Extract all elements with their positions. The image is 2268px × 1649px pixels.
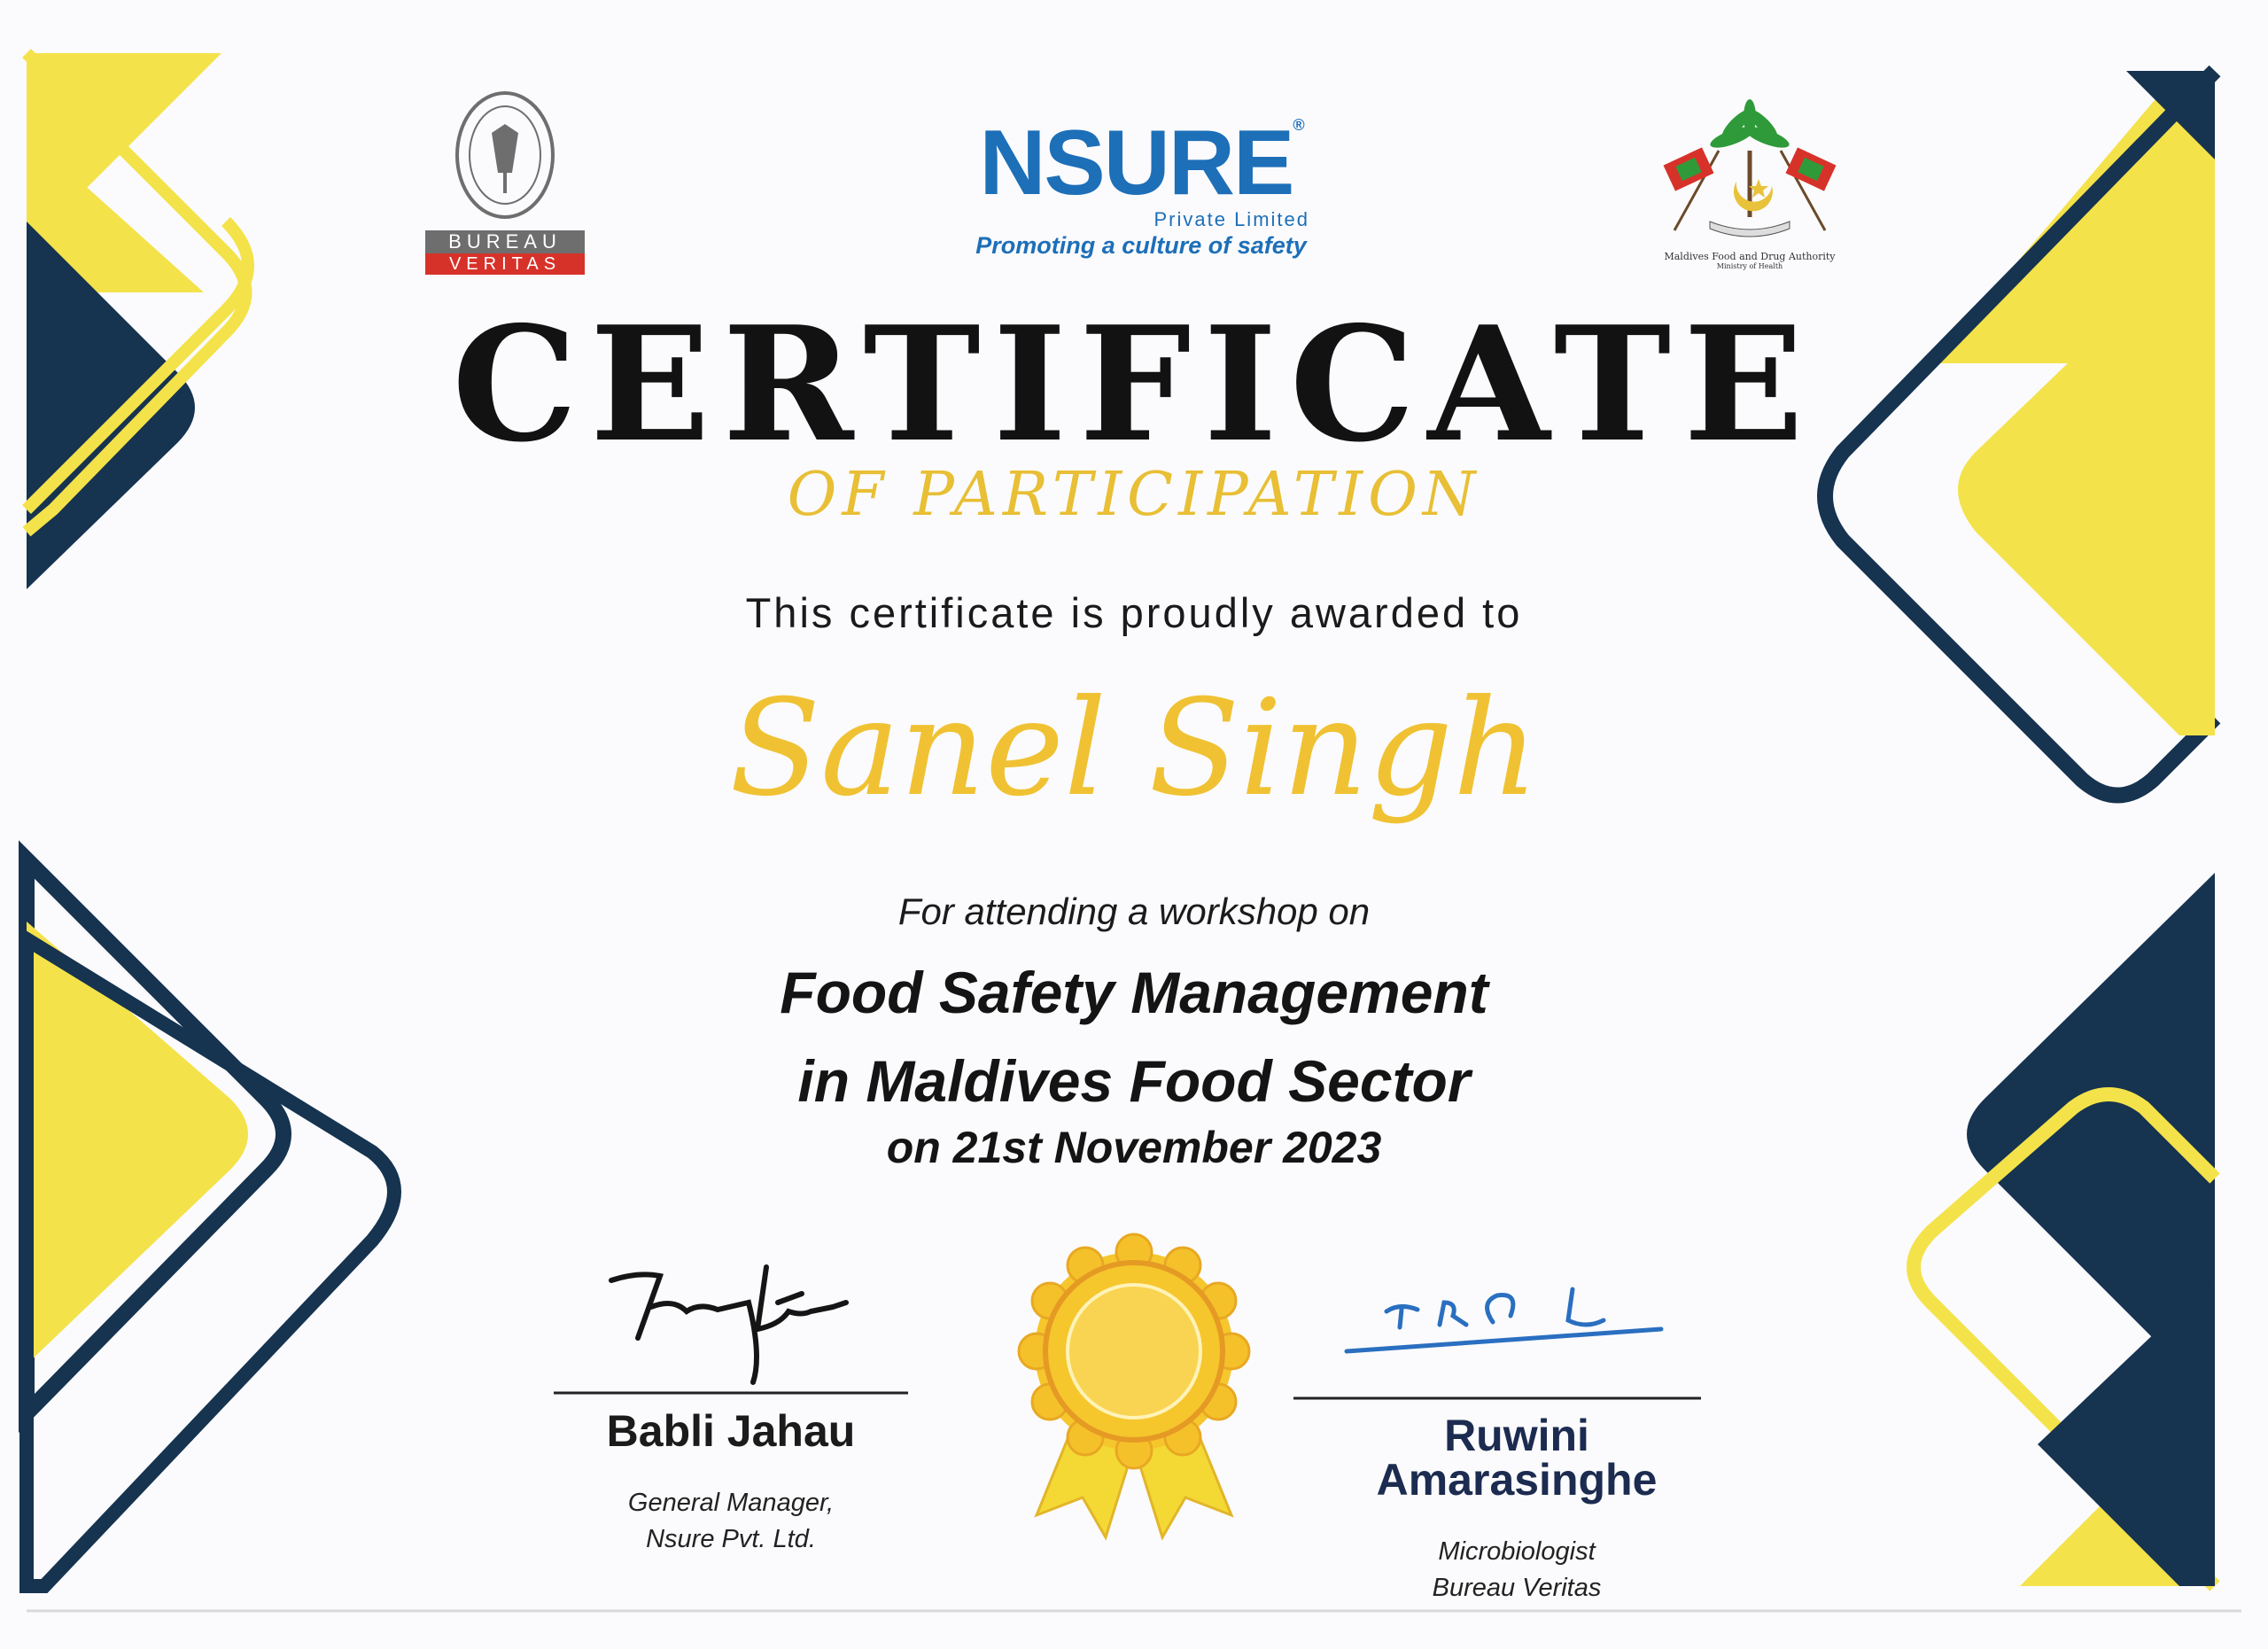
mfda-ministry: Ministry of Health xyxy=(1716,262,1783,270)
bureau-veritas-top-text: BUREAU xyxy=(425,230,585,253)
certificate-title: CERTIFICATE xyxy=(452,292,1816,477)
workshop-title-line1: Food Safety Management xyxy=(780,960,1488,1025)
signatory-left-company: Nsure Pvt. Ltd. xyxy=(646,1524,816,1553)
nsure-private-limited: Private Limited xyxy=(1153,208,1309,230)
signatory-left xyxy=(554,1406,908,1557)
workshop-date: on 21st November 2023 xyxy=(886,1123,1382,1172)
signatory-left-name: Babli Jahau xyxy=(606,1406,856,1456)
bureau-veritas-bottom-text: VERITAS xyxy=(425,253,585,275)
signatory-right-title: Microbiologist xyxy=(1438,1537,1596,1566)
nsure-brand: NSURE® xyxy=(979,112,1303,214)
signatory-right-role xyxy=(1340,1534,1694,1606)
awarded-text: This certificate is proudly awarded to xyxy=(745,589,1523,636)
recipient-name: Sanel Singh xyxy=(729,672,1539,826)
signatory-left-title: General Manager, xyxy=(627,1489,835,1517)
certificate-subtitle: OF PARTICIPATION xyxy=(787,460,1481,530)
right-signature xyxy=(1347,1289,1661,1351)
award-ribbon-icon xyxy=(1019,1234,1249,1537)
signatory-right-company: Bureau Veritas xyxy=(1432,1573,1602,1602)
signatory-left-role xyxy=(554,1485,908,1557)
left-signature xyxy=(611,1267,846,1382)
nsure-tagline: Promoting a culture of safety xyxy=(975,232,1307,260)
signatory-right xyxy=(1340,1413,1694,1606)
attending-text: For attending a workshop on xyxy=(897,891,1371,932)
mfda-org-name: Maldives Food and Drug Authority xyxy=(1664,251,1836,262)
workshop-title-line2: in Maldives Food Sector xyxy=(797,1048,1471,1115)
signatory-right-name: Ruwini Amarasinghe xyxy=(1376,1411,1658,1505)
